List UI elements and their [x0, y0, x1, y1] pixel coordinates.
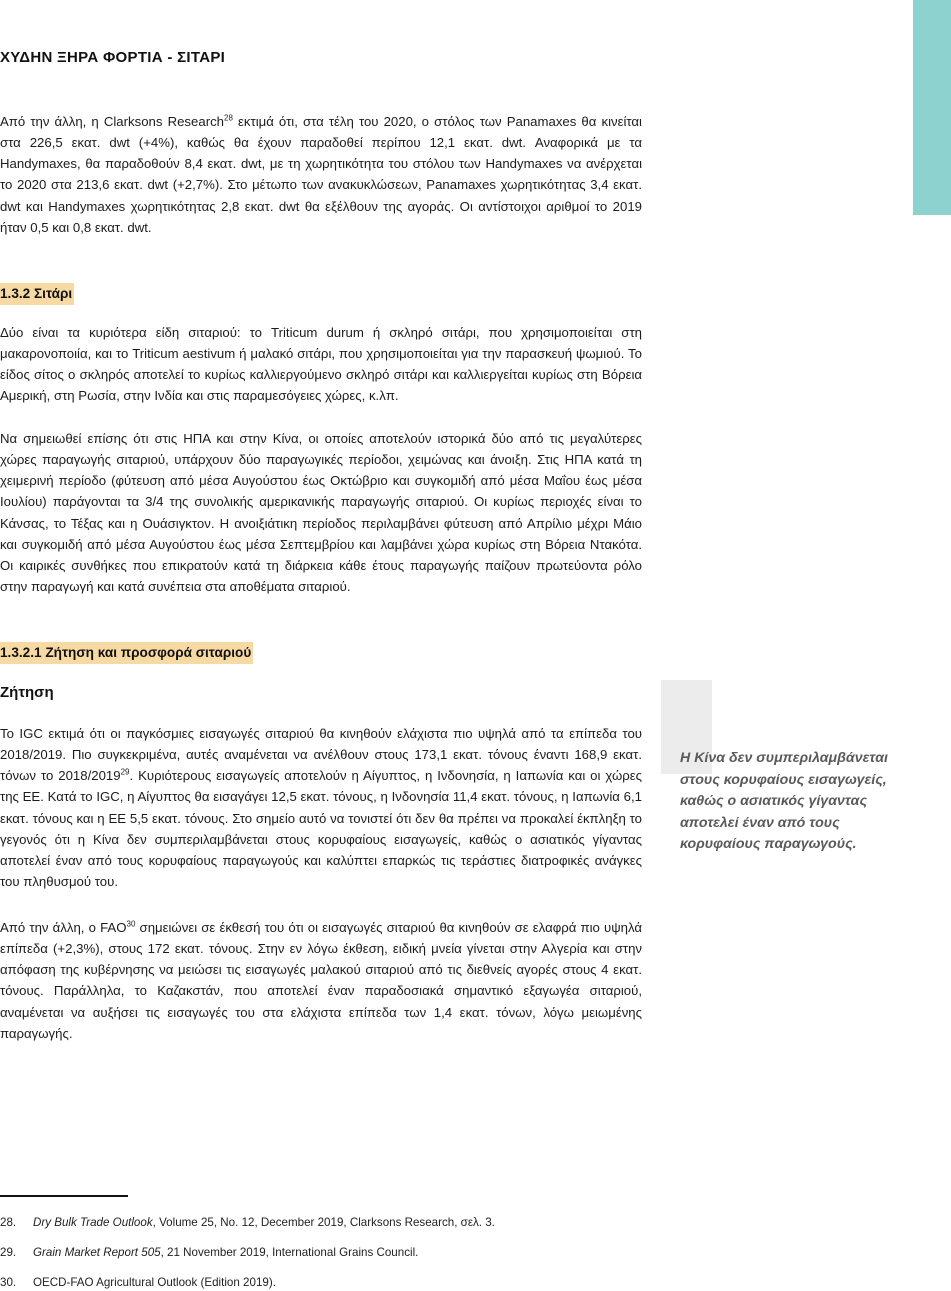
footnote-divider [0, 1195, 128, 1197]
running-title: ΧΥΔΗΝ ΞΗΡΑ ΦΟΡΤΙΑ - ΣΙΤΑΡΙ [0, 49, 226, 66]
footnote-29 [0, 1246, 418, 1259]
fao-text-a: Από την άλλη, ο FAO [0, 920, 127, 935]
demand-text-b: . Κυριότερους εισαγωγείς αποτελούν η Αίγυπτος, η Ινδονησία, η Ιαπωνία και οι χώρες της ΕΕ. Κατά το IGC, η Αίγυπτος θα εισαγάγει 12,5 εκατ. τόνους, η Ινδονησία 11,4 εκατ. τόνους, η Ιαπωνία 6,1 εκατ. τόνους και η ΕΕ 5,5 εκατ. τόνους. Στο σημείο αυτό να τονιστεί ότι δεν θα πρέπει να προκαλεί έκπληξη το γεγονός ότι η Κίνα δεν συμπεριλαμβάνεται στους κορυφαίους εισαγωγείς, καθώς ο ασιατικός γίγαντας αποτελεί έναν από τους κορυφαίους παραγωγούς και καλύπτει επαρκώς τις τεράστιες διατροφικές ανάγκες του πληθυσμού του. [0, 768, 642, 890]
intro-text-a: Από την άλλη, η Clarksons Research [0, 114, 225, 129]
pull-quote: Η Κίνα δεν συμπεριλαμβάνεται στους κορυφαίους εισαγωγείς, καθώς ο ασιατικός γίγαντας αποτελεί έναν από τους κορυφαίους παραγωγούς. [680, 750, 888, 852]
wheat-types-paragraph: Δύο είναι τα κυριότερα είδη σιταριού: το Triticum durum ή σκληρό σιτάρι, που χρησιμοποιείται στη μακαρονοποιία, και το Triticum aestivum ή μαλακό σιτάρι, που χρησιμοποιείται για την παρασκευή ψωμιού. Το είδος σίτος ο σκληρός αποτελεί το κυρίως καλλιεργούμενο σκληρό σιτάρι και καλλιεργείται κυρίως στη Βόρεια Αμερική, στη Ρωσία, στην Ινδία και στις παραμεσόγειες χώρες, κ.λπ. [0, 325, 642, 404]
footnote-text: , 21 November 2019, International Grains Council. [160, 1246, 419, 1259]
intro-paragraph [0, 111, 642, 238]
demand-paragraph-1 [0, 723, 642, 892]
wheat-seasons-paragraph: Να σημειωθεί επίσης ότι στις ΗΠΑ και στην Κίνα, οι οποίες αποτελούν ιστορικά δύο από τις μεγαλύτερες χώρες παραγωγής σιταριού, υπάρχουν δύο παραγωγικές περίοδοι, χειμώνας και άνοιξη. Στις ΗΠΑ κατά τη χειμερινή περίοδο (φύτευση από μέσα Αυγούστου έως Οκτώβριο και συγκομιδή από μέσα Μαΐου έως μέσα Ιουλίου) παράγονται τα 3/4 της συνολικής αμερικανικής παραγωγής σιταριού. Οι κυρίως περιοχές είναι το Κάνσας, το Τέξας και η Ουάσιγκτον. Η ανοιξιάτικη περίοδος περιλαμβάνει φύτευση από Απρίλιο μέχρι Μάιο και συγκομιδή από μέσα Αυγούστου έως μέσα Σεπτεμβρίου και λαμβάνει χώρα κυρίως στη Βόρεια Ντακότα. Οι καιρικές συνθήκες που επικρατούν κατά τη διάρκεια κάθε έτους παραγωγής παίζουν πρωτεύοντα ρόλο στην παραγωγή και κατά συνέπεια στα αποθέματα σιταριού. [0, 431, 642, 595]
footnote-title: Dry Bulk Trade Outlook [33, 1216, 153, 1229]
footnote-28 [0, 1216, 495, 1229]
chapter-tab-marker [913, 0, 951, 215]
fao-text-b: σημειώνει σε έκθεσή του ότι οι εισαγωγές σιταριού θα κινηθούν σε ελαφρά πιο υψηλά επίπεδα (+2,3%), στους 172 εκατ. τόνους. Στην εν λόγω έκθεση, ειδική μνεία γίνεται στην Αλγερία και στην απόφαση της κυβέρνησης να μειώσει τις εισαγωγές μαλακού σιταριού από τις διεθνείς αγορές στους 4 εκατ. τόνους. Παράλληλα, το Καζακστάν, που αποτελεί έναν παραδοσιακά σημαντικό εξαγωγέα σιταριού, αναμένεται να αυξήσει τις εισαγωγές του στα ελάχιστα επίπεδα των 1,4 εκατ. τόνων, λόγω μειωμένης παραγωγής. [0, 920, 642, 1041]
demand-paragraph-2 [0, 917, 642, 1044]
section-heading-wheat: 1.3.2 Σιτάρι [0, 283, 74, 305]
footnote-ref-28[interactable]: 28 [224, 113, 233, 123]
footnote-text: OECD-FAO Agricultural Outlook (Edition 2019). [33, 1276, 276, 1289]
footnote-ref-29[interactable]: 29 [120, 767, 130, 777]
footnote-number: 28. [0, 1216, 17, 1229]
footnote-number: 30. [0, 1276, 17, 1289]
subheading-demand: Ζήτηση [0, 684, 54, 701]
intro-text-b: εκτιμά ότι, στα τέλη του 2020, ο στόλος των Panamaxes θα κινείται στα 226,5 εκατ. dwt (+4%), καθώς θα έχουν παραδοθεί περίπου 12,1 εκατ. dwt. Αναφορικά με τα Handymaxes, θα παραδοθούν 8,4 εκατ. dwt, με τη χωρητικότητα του στόλου των Handymaxes να ανέρχεται το 2020 στα 213,6 εκατ. dwt (+2,7%). Στο μέτωπο των ανακυκλώσεων, Panamaxes χωρητικότητας 3,4 εκατ. dwt και Handymaxes χωρητικότητας 2,8 εκατ. dwt θα εξέλθουν της αγοράς. Οι αντίστοιχοι αριθμοί το 2019 ήταν 0,5 και 0,8 εκατ. dwt. [0, 114, 642, 235]
demand-text-a: Το IGC εκτιμά ότι οι παγκόσμιες εισαγωγές σιταριού θα κινηθούν ελάχιστα πιο υψηλά από τα επίπεδα του 2018/2019. Πιο συγκεκριμένα, αυτές αναμένεται να ανέλθουν στους 173,1 εκατ. τόνους έναντι 168,9 εκατ. τόνων το 2018/2019 [0, 726, 642, 784]
footnote-30 [0, 1276, 276, 1289]
footnote-title: Grain Market Report 505 [33, 1246, 161, 1259]
footnote-ref-30[interactable]: 30 [126, 919, 136, 929]
section-heading-supply-demand: 1.3.2.1 Ζήτηση και προσφορά σιταριού [0, 642, 253, 664]
footnote-text: , Volume 25, No. 12, December 2019, Clarksons Research, σελ. 3. [152, 1216, 495, 1229]
footnote-number: 29. [0, 1246, 17, 1259]
